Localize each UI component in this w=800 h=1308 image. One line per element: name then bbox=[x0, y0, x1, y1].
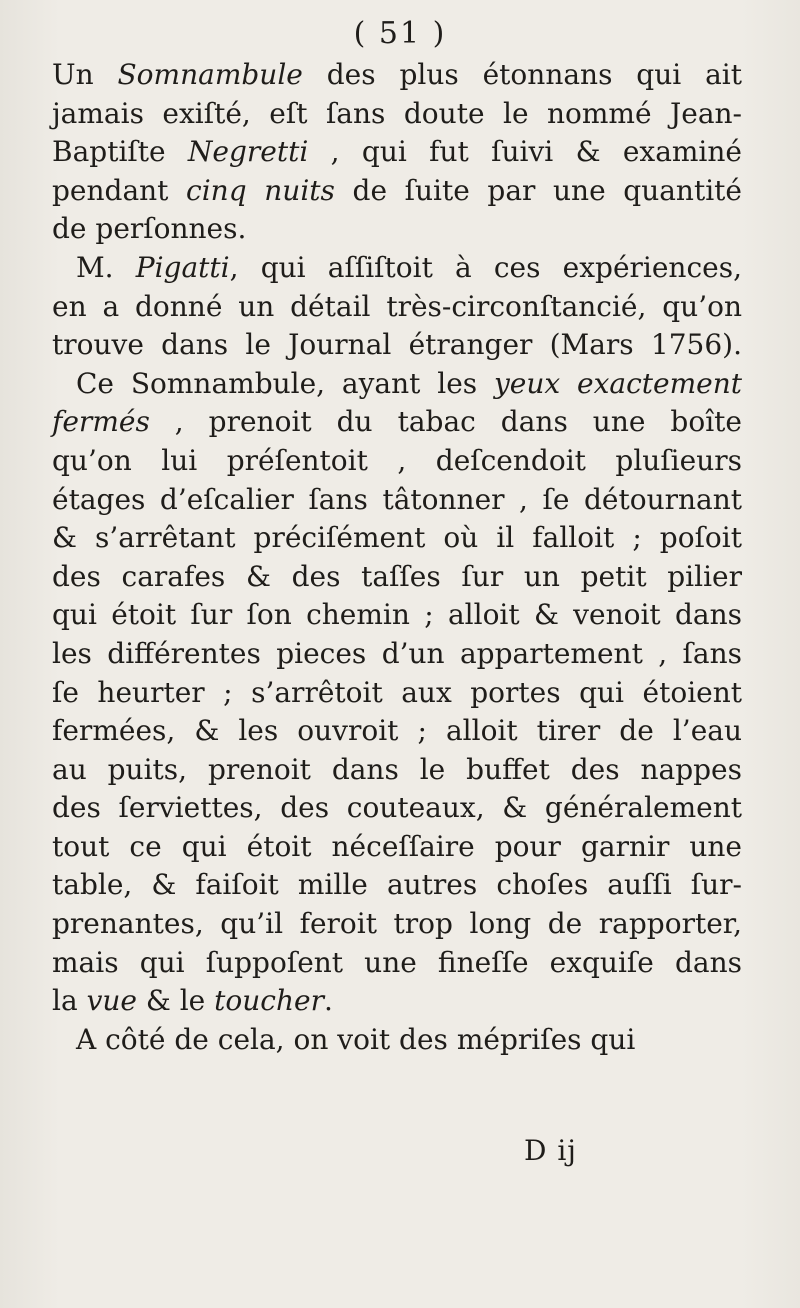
text-segment: Un bbox=[52, 58, 118, 91]
text-line bbox=[52, 944, 742, 983]
text-segment: jamais exiſté, eſt ſans doute le nommé Jean- bbox=[52, 96, 742, 130]
text-segment: A côté de cela, on voit des mépriſes qui bbox=[76, 1022, 636, 1056]
text-segment: des carafes & des taſſes ſur un petit pilier bbox=[52, 559, 742, 593]
text-line bbox=[52, 712, 742, 751]
text-line bbox=[52, 635, 742, 674]
text-segment: en a donné un détail très-circonſtancié, qu’on bbox=[52, 289, 742, 323]
text-line bbox=[52, 789, 742, 828]
text-segment: fermées, & les ouvroit ; alloit tirer de l’eau bbox=[52, 714, 742, 748]
text-segment: qui étoit ſur ſon chemin ; alloit & venoit dans bbox=[52, 598, 742, 632]
body-text bbox=[52, 56, 742, 1059]
text-segment: des ſerviettes, des couteaux, & généralement bbox=[52, 791, 742, 825]
text-segment: Ce Somnambule, ayant les bbox=[76, 366, 494, 400]
text-segment: & s’arrêtant préciſément où il falloit ; poſoit bbox=[52, 521, 742, 555]
text-line bbox=[52, 866, 742, 905]
text-line bbox=[52, 674, 742, 713]
text-segment: qu’on lui préſentoit , deſcendoit pluſieurs bbox=[52, 443, 742, 477]
text-line bbox=[52, 403, 742, 442]
text-line bbox=[52, 442, 742, 481]
text-line bbox=[52, 558, 742, 597]
text-line bbox=[52, 249, 742, 288]
text-segment: étages d’eſcalier ſans tâtonner , ſe détournant bbox=[52, 482, 742, 516]
text-segment: mais qui ſuppoſent une fineſſe exquiſe dans bbox=[52, 945, 742, 979]
italic-segment: Pigatti bbox=[135, 250, 230, 284]
text-segment: M. bbox=[76, 250, 136, 284]
italic-segment: Negretti bbox=[187, 135, 309, 169]
text-segment: Baptiſte bbox=[52, 135, 188, 169]
text-line bbox=[52, 56, 742, 95]
text-segment: , qui fut ſuivi & examiné bbox=[308, 135, 742, 169]
italic-segment: toucher bbox=[214, 984, 324, 1018]
text-segment: , qui aſſiſtoit à ces expériences, bbox=[229, 250, 742, 284]
signature-mark: D ij bbox=[524, 1134, 577, 1167]
text-segment: table, & faiſoit mille autres choſes auſſi ſur- bbox=[52, 868, 742, 902]
text-line bbox=[52, 519, 742, 558]
text-segment: , prenoit du tabac dans une boîte bbox=[149, 405, 742, 439]
text-segment: des plus étonnans qui ait bbox=[302, 58, 742, 91]
text-line bbox=[52, 210, 742, 249]
text-line bbox=[52, 95, 742, 134]
text-segment: au puits, prenoit dans le buffet des nappes bbox=[52, 752, 742, 786]
text-line bbox=[52, 905, 742, 944]
text-line bbox=[52, 481, 742, 520]
italic-segment: vue bbox=[86, 984, 137, 1018]
text-line bbox=[52, 751, 742, 790]
text-segment: ſe heurter ; s’arrêtoit aux portes qui étoient bbox=[52, 675, 742, 709]
text-line bbox=[52, 172, 742, 211]
text-line bbox=[52, 365, 742, 404]
text-segment: prenantes, qu’il feroit trop long de rapporter, bbox=[52, 907, 742, 941]
text-segment: la bbox=[52, 984, 87, 1018]
text-segment: tout ce qui étoit néceſſaire pour garnir une bbox=[52, 829, 742, 863]
text-line bbox=[52, 288, 742, 327]
text-segment: pendant bbox=[52, 173, 187, 207]
text-line bbox=[52, 982, 742, 1021]
text-segment: de perſonnes. bbox=[52, 212, 247, 246]
italic-segment: cinq nuits bbox=[186, 173, 335, 207]
text-line bbox=[52, 828, 742, 867]
text-segment: trouve dans le Journal étranger (Mars 1756). bbox=[52, 328, 742, 362]
text-segment: de ſuite par une quantité bbox=[334, 173, 742, 207]
text-segment: & le bbox=[136, 984, 215, 1018]
text-segment: les différentes pieces d’un appartement , ſans bbox=[52, 636, 742, 670]
text-line bbox=[52, 596, 742, 635]
italic-segment: fermés bbox=[52, 405, 150, 439]
text-line bbox=[52, 1021, 742, 1060]
italic-segment: yeux exactement bbox=[493, 366, 742, 400]
text-segment: . bbox=[323, 984, 333, 1018]
text-line bbox=[52, 326, 742, 365]
text-line bbox=[52, 133, 742, 172]
page-number: ( 51 ) bbox=[353, 16, 447, 51]
italic-segment: Somnambule bbox=[117, 58, 303, 91]
